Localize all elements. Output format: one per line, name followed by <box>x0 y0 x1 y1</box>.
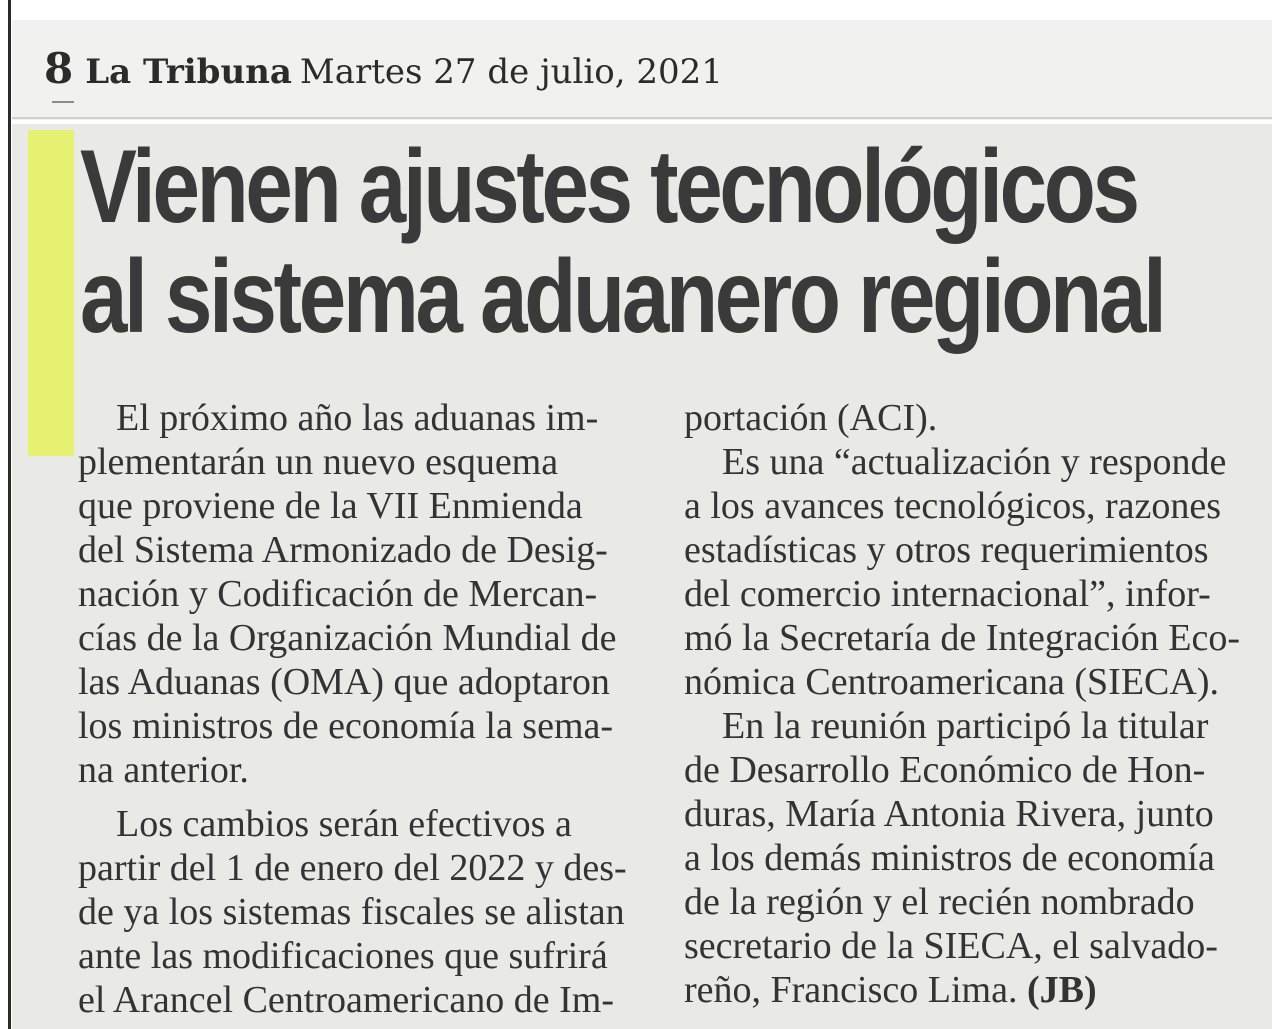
text-line: los ministros de economía la sema- <box>78 705 614 747</box>
text-line: na anterior. <box>78 749 249 791</box>
text-line: estadísticas y otros requerimientos <box>684 529 1209 571</box>
text-line: nación y Codificación de Mercan- <box>78 573 598 615</box>
headline-line-1: Vienen ajustes tecnológicos <box>80 129 1137 245</box>
text-line: secretario de la SIECA, el salvado- <box>684 925 1218 967</box>
page-header <box>0 0 1272 122</box>
headline-line-2: al sistema aduanero regional <box>80 239 1164 355</box>
text-line: plementarán un nuevo esquema <box>78 441 559 483</box>
left-column <box>78 396 627 1022</box>
text-line: de ya los sistemas fiscales se alistan <box>78 891 625 933</box>
text-line: partir del 1 de enero del 2022 y des- <box>78 847 627 889</box>
text-line: que proviene de la VII Enmienda <box>78 485 583 527</box>
text-line: duras, María Antonia Rivera, junto <box>684 793 1214 835</box>
author-signature: (JB) <box>1026 969 1097 1011</box>
left-margin-rule <box>8 0 11 1029</box>
text-line: Es una “actualización y responde <box>722 441 1227 483</box>
text-line: a los avances tecnológicos, razones <box>684 485 1222 527</box>
text-line: del Sistema Armonizado de Desig- <box>78 529 608 571</box>
headline <box>80 129 1164 355</box>
text-line: ante las modificaciones que sufrirá <box>78 935 608 977</box>
text-line-content: reño, Francisco Lima. <box>684 969 1018 1011</box>
text-line: mó la Secretaría de Integración Eco- <box>684 617 1240 659</box>
text-line: El próximo año las aduanas im- <box>116 397 599 439</box>
text-line: de Desarrollo Económico de Hon- <box>684 749 1206 791</box>
header-divider <box>12 117 1272 119</box>
header-text <box>44 44 723 93</box>
right-column <box>684 396 1240 1012</box>
text-line: portación (ACI). <box>684 397 938 439</box>
text-line: el Arancel Centroamericano de Im- <box>78 979 614 1021</box>
text-line: En la reunión participó la titular <box>722 705 1209 747</box>
header-dash <box>52 101 74 103</box>
text-line: de la región y el recién nombrado <box>684 881 1195 923</box>
newspaper-name: La Tribuna <box>85 52 292 92</box>
text-line: a los demás ministros de economía <box>684 837 1215 879</box>
text-line-last <box>684 968 1240 1012</box>
highlighter-mark <box>28 130 74 456</box>
text-line: nómica Centroamericana (SIECA). <box>684 661 1219 703</box>
page-number: 8 <box>44 44 74 93</box>
text-line: cías de la Organización Mundial de <box>78 617 617 659</box>
text-line: las Aduanas (OMA) que adoptaron <box>78 661 610 703</box>
text-line: del comercio internacional”, infor- <box>684 573 1211 615</box>
publication-date: Martes 27 de julio, 2021 <box>299 52 723 92</box>
text-line: Los cambios serán efectivos a <box>116 803 572 845</box>
paragraph-gap <box>78 792 627 802</box>
